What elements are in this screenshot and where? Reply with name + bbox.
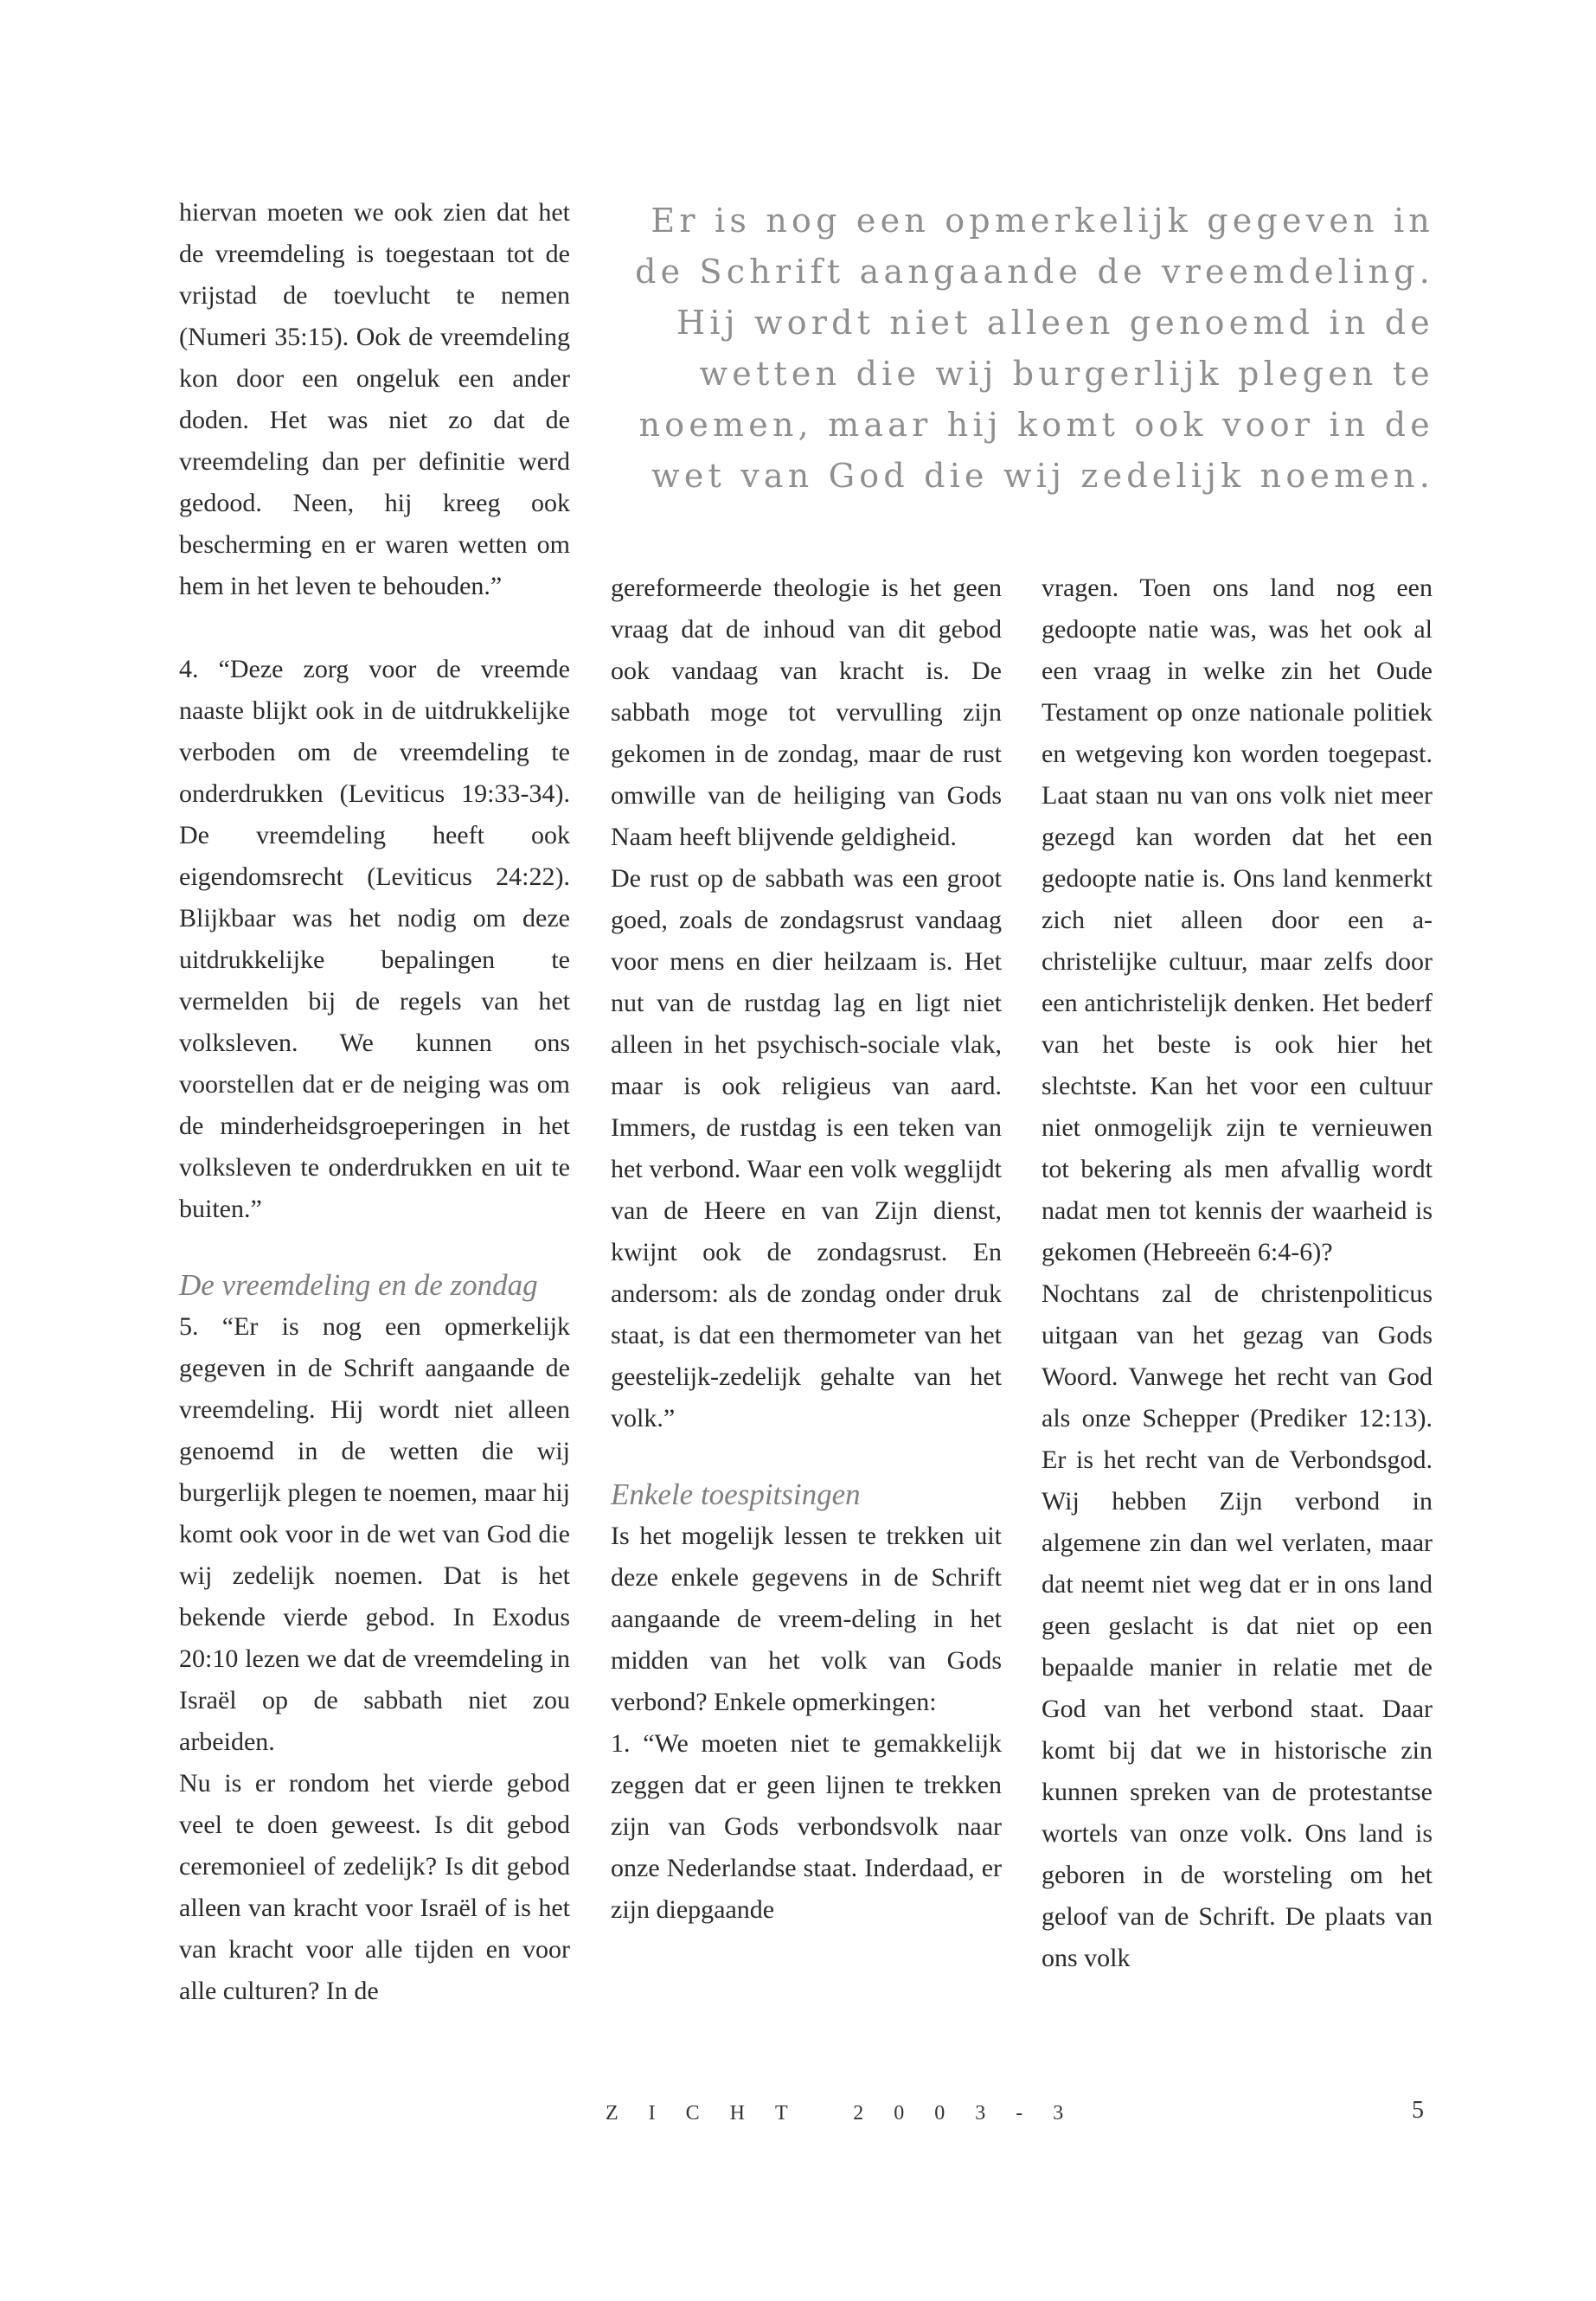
paragraph: Is het mogelijk lessen te trekken uit deze enkele gegevens in de Schrift aangaande de vreem-deling in het midden van het volk van Gods verbond? Enkele opmerkingen:: [611, 1522, 1002, 1716]
paragraph: hiervan moeten we ook zien dat het de vreemdeling is toegestaan tot de vrijstad de toevlucht te nemen (Numeri 35:15). Ook de vreemdeling kon door een ongeluk een ander doden. Het was niet zo dat de vreemdeling dan per definitie werd gedood. Neen, hij kreeg ook bescherming en er waren wetten om hem in het leven te behouden.”: [179, 198, 570, 600]
paragraph: Nochtans zal de christenpoliticus uitgaan van het gezag van Gods Woord. Vanwege het recht van God als onze Schepper (Prediker 12:13). Er is het recht van de Verbondsgod. Wij hebben Zijn verbond in algemene zin dan wel verlaten, maar dat neemt niet weg dat er in ons land geen geslacht is dat niet op een bepaalde manier in relatie met de God van het verbond staat. Daar komt bij dat we in historische zin kunnen spreken van de protestantse wortels van onze volk. Ons land is geboren in de worsteling om het geloof van de Schrift. De plaats van ons volk: [1042, 1279, 1433, 1972]
column-right: [1042, 567, 1433, 1979]
paragraph: gereformeerde theologie is het geen vraag dat de inhoud van dit gebod ook vandaag van kracht is. De sabbath moge tot vervulling zijn gekomen in de zondag, maar de rust omwille van de heiliging van Gods Naam heeft blijvende geldigheid.: [611, 574, 1002, 851]
section-heading: De vreemdeling en de zondag: [179, 1268, 538, 1302]
footer-publication-title: ZICHT 2003-3: [606, 2102, 1094, 2125]
page-number: 5: [1412, 2097, 1424, 2124]
paragraph: De rust op de sabbath was een groot goed, zoals de zondagsrust vandaag voor mens en dier heilzaam is. Het nut van de rustdag lag en ligt niet alleen in het psychisch-sociale vlak, maar is ook religieus van aard. Immers, de rustdag is een teken van het verbond. Waar een volk wegglijdt van de Heere en van Zijn dienst, kwijnt ook de zondagsrust. En andersom: als de zondag onder druk staat, is dat een thermometer van het geestelijk-zedelijk gehalte van het volk.”: [611, 864, 1002, 1433]
paragraph: Nu is er rondom het vierde gebod veel te doen geweest. Is dit gebod ceremonieel of zedelijk? Is dit gebod alleen van kracht voor Israël of is het van kracht voor alle tijden en voor alle culturen? In de: [179, 1769, 570, 2005]
paragraph: 4. “Deze zorg voor de vreemde naaste blijkt ook in de uitdrukkelijke verboden om de vreemdeling te onderdrukken (Leviticus 19:33-34). De vreemdeling heeft ook eigendomsrecht (Leviticus 24:22). Blijkbaar was het nodig om deze uitdrukkelijke bepalingen te vermelden bij de regels van het volksleven. We kunnen ons voorstellen dat er de neiging was om de minderheidsgroeperingen in het volksleven te onderdrukken en uit te buiten.”: [179, 655, 570, 1223]
paragraph: 5. “Er is nog een opmerkelijk gegeven in de Schrift aangaande de vreemdeling. Hij wordt niet alleen genoemd in de wetten die wij burgerlijk plegen te noemen, maar hij komt ook voor in de wet van God die wij zedelijk noemen. Dat is het bekende vierde gebod. In Exodus 20:10 lezen we dat de vreemdeling in Israël op de sabbath niet zou arbeiden.: [179, 1312, 570, 1756]
column-middle: [611, 567, 1002, 1931]
paragraph: 1. “We moeten niet te gemakkelijk zeggen dat er geen lijnen te trekken zijn van Gods verbondsvolk naar onze Nederlandse staat. Inderdaad, er zijn diepgaande: [611, 1729, 1002, 1924]
section-heading: Enkele toespitsingen: [611, 1477, 861, 1511]
paragraph: vragen. Toen ons land nog een gedoopte natie was, was het ook al een vraag in welke zin het Oude Testament op onze nationale politiek en wetgeving kon worden toegepast. Laat staan nu van ons volk niet meer gezegd kan worden dat het een gedoopte natie is. Ons land kenmerkt zich niet alleen door een a-christelijke cultuur, maar zelfs door een antichristelijk denken. Het bederf van het beste is ook hier het slechtste. Kan het voor een cultuur niet onmogelijk zijn te vernieuwen tot bekering als men afvallig wordt nadat men tot kennis der waarheid is gekomen (Hebreeën 6:4-6)?: [1042, 574, 1433, 1266]
column-left: [179, 192, 570, 2012]
pull-quote: Er is nog een opmerkelijk gegeven in de Schrift aangaande de vreemdeling. Hij wordt niet alleen genoemd in de wetten die wij burgerlijk plegen te noemen, maar hij komt ook voor in de wet van God die wij zedelijk noemen.: [635, 202, 1434, 495]
